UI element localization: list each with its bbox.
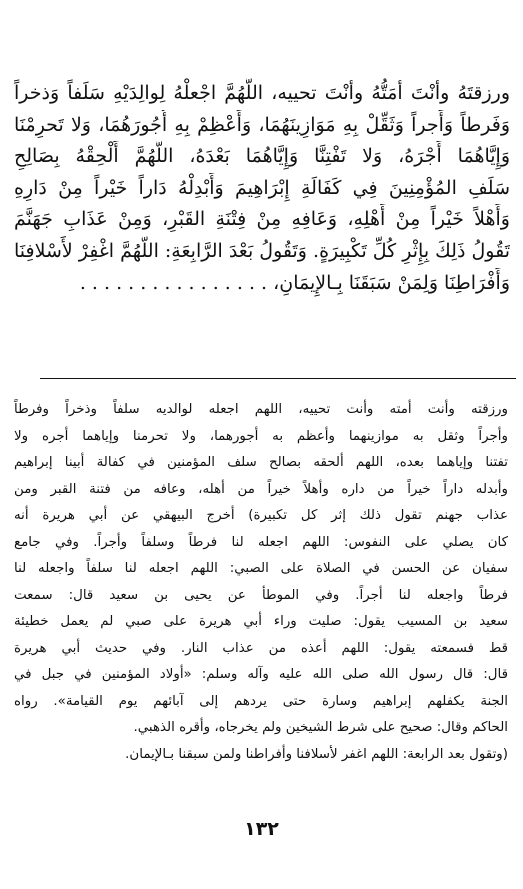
commentary-line: عذاب جهنم تقول ذلك إثر كل تكبيرة) أخرج البيهقي عن أبي هريرة أنه	[14, 508, 508, 523]
main-text-block	[14, 78, 510, 299]
footnote-separator	[40, 378, 516, 379]
main-text-line: سَلَفِ المُؤْمِنِينَ فِي كَفَالَةِ إِبْرَاهِيمَ وَأَبْدِلْهُ دَاراً خَيْراً مِنْ دَارِهِ	[14, 176, 510, 199]
commentary-line: سعيد بن المسيب يقول: صليت وراء أبي هريرة على صبي لم يعمل خطيئة	[14, 614, 508, 629]
main-text-line: وَفَرطاً وَأَجراً وَثَقِّلْ بِهِ مَوَازِينَهُمَا، وَأَعْظِمْ بِهِ أُجُورَهُمَا، وَلا تَحرِمْنَا	[14, 113, 510, 136]
main-text-line: ورزقتَهُ وأنْتَ أمَتُّهُ وأنْتَ تحييه، اللَّهُمَّ اجْعلْهُ لِوالِدَيْهِ سَلَفاً وَذخراً	[14, 82, 510, 104]
main-text-line: تَقُولُ ذَلِكَ بِإِثْرِ كُلِّ تَكْبِيرَةٍ. وَتَقُولُ بَعْدَ الرَّابِعَةِ: اللَّهُمَّ اغْفِرْ لأَسْلافِنَا	[14, 239, 510, 262]
commentary-line: كان يصلي على النفوس: اللهم اجعله لنا فرطاً وسلفاً وأجراً. وفي جامع	[14, 534, 508, 550]
commentary-line: وأجراً وثقل به موازينهما وأعظم به أجورهما، ولا تحرمنا وإياهما أجره ولا	[14, 428, 508, 444]
commentary-line: ورزقته وأنت أمته وأنت تحييه، اللهم اجعله لوالديه سلفاً وذخراً وفرطاً	[14, 402, 508, 417]
commentary-line: وأبدله داراً خيراً من داره وأهلاً خيراً من أهله، وعافه من فتنة القبر ومن	[14, 481, 508, 497]
commentary-line: قال: قال رسول الله صلى الله عليه وآله وسلم: «أولاد المؤمنين في جبل في	[14, 667, 508, 682]
main-text-line: وَإِيَّاهُمَا أَجْرَهُ، وَلا تَفْتِنَّا وَإِيَّاهُمَا بَعْدَهُ، اللَّهُمَّ أَلْحِقْهُ بِصَالِحِ	[14, 145, 510, 168]
main-text-line: وَأَفْرَاطِنَا وَلِمَنْ سَبَقَنَا بِـالإِيمَانِ، . . . . . . . . . . . . . . . .	[79, 271, 510, 294]
commentary-block	[14, 397, 508, 768]
commentary-line: الجنة يكفلهم إبراهيم وسارة حتى يردهم إلى آبائهم يوم القيامة». رواه	[14, 693, 508, 709]
commentary-line: تفتنا وإياهما بعده، اللهم ألحقه بصالح سلف المؤمنين في كفالة أبينا إبراهيم	[14, 455, 508, 470]
commentary-line: سفيان عن الحسن في الصلاة على الصبي: اللهم اجعله لنا سلفاً واجعله لنا	[14, 561, 508, 576]
main-text-line: وَأَهْلاً خَيْراً مِنْ أَهْلِهِ، وَعَافِهِ مِنْ فِتْنَةِ القَبْرِ، وَمِنْ عَذَابِ جَهَنَّمَ	[14, 208, 510, 231]
commentary-line: قط فسمعته يقول: اللهم أعذه من عذاب النار. وفي حديث أبي هريرة	[14, 640, 508, 656]
commentary-line: فرطاً واجعله لنا أجراً. وفي الموطأ عن يحيى بن سعيد قال: سمعت	[14, 587, 508, 603]
commentary-line: (وتقول بعد الرابعة: اللهم اغفر لأسلافنا وأفراطنا ولمن سبقنا بـالإيمان.	[125, 746, 508, 762]
page-number: ١٣٢	[244, 818, 279, 840]
commentary-line: الحاكم وقال: صحيح على شرط الشيخين ولم يخرجاه، وأقره الذهبي.	[133, 720, 508, 735]
